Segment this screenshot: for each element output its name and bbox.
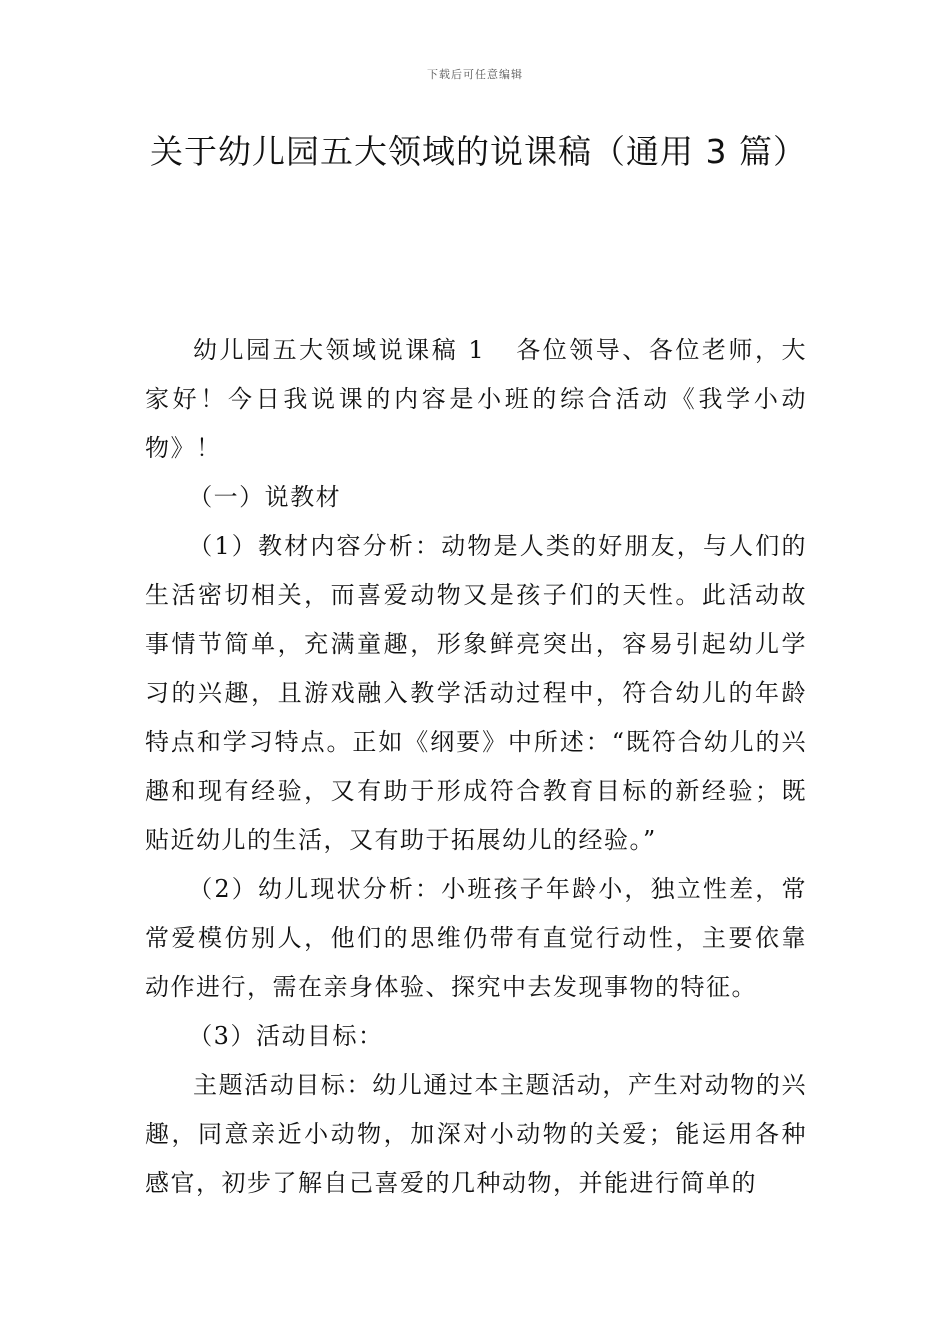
- document-body: [145, 326, 807, 1208]
- paragraph-material-analysis: （1）教材内容分析：动物是人类的好朋友，与人们的生活密切相关，而喜爱动物又是孩子们的天性。此活动故事情节简单，充满童趣，形象鲜亮突出，容易引起幼儿学习的兴趣，且游戏融入教学活动过程中，符合幼儿的年龄特点和学习特点。正如《纲要》中所述：“既符合幼儿的兴趣和现有经验，又有助于形成符合教育目标的新经验；既贴近幼儿的生活，又有助于拓展幼儿的经验。”: [145, 532, 807, 854]
- section-label: 幼儿园五大领域说课稿 1: [193, 336, 486, 364]
- section-heading-activity-goals: （3）活动目标：: [188, 1022, 384, 1050]
- document-title: 关于幼儿园五大领域的说课稿（通用 3 篇）: [150, 132, 807, 171]
- paragraph-theme-goals: 主题活动目标：幼儿通过本主题活动，产生对动物的兴趣，同意亲近小动物，加深对小动物的关爱；能运用各种感官，初步了解自己喜爱的几种动物，并能进行简单的: [145, 1071, 807, 1197]
- section-heading-teaching-material: （一）说教材: [188, 483, 342, 511]
- paragraph-intro: [145, 326, 807, 473]
- intro-text: 各位领导、各位老师，大家好！今日我说课的内容是小班的综合活动《我学小动物》！: [145, 336, 807, 462]
- header-note: 下载后可任意编辑: [427, 68, 523, 81]
- paragraph-child-status: （2）幼儿现状分析：小班孩子年龄小，独立性差，常常爱模仿别人，他们的思维仍带有直觉行动性，主要依靠动作进行，需在亲身体验、探究中去发现事物的特征。: [145, 875, 807, 1001]
